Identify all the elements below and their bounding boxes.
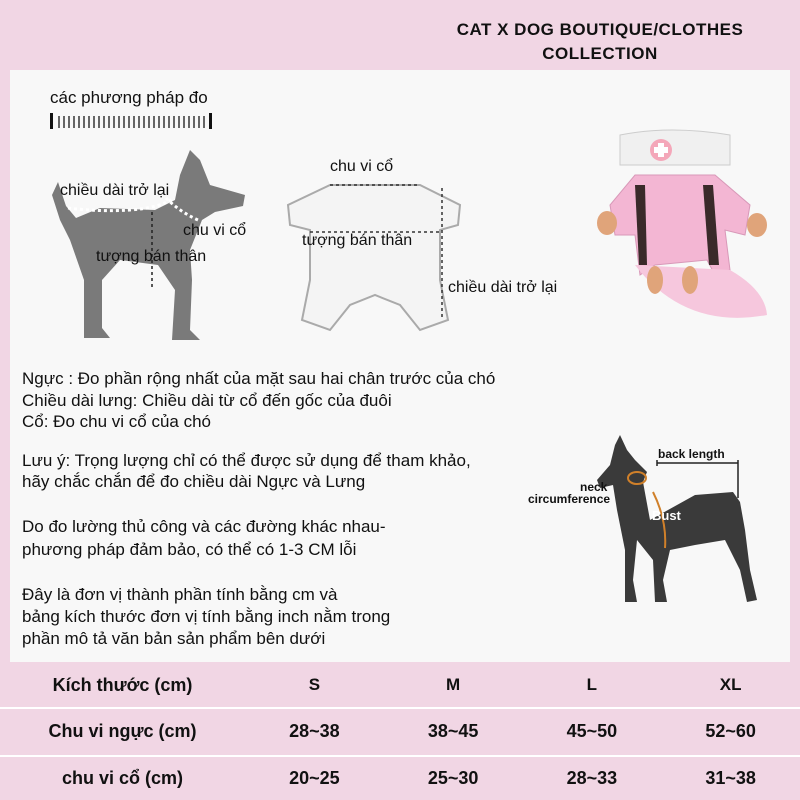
chest-s-value: 28~38 — [289, 720, 340, 741]
table-row — [0, 706, 800, 756]
doberman-back-length-label: back length — [658, 447, 725, 461]
error-line-1: Do đo lường thủ công và các đường khác nhau- — [22, 517, 386, 536]
neck-m-value: 25~30 — [427, 767, 479, 788]
neck-description: Cổ: Đo chu vi cổ của chó — [22, 412, 211, 431]
chest-row-label: Chu vi ngực (cm) — [48, 720, 197, 741]
doberman-neck-label: neck — [580, 480, 608, 494]
chest-description: Ngực : Đo phần rộng nhất của mặt sau hai chân trước của chó — [22, 369, 496, 388]
brand-title — [420, 18, 780, 66]
dog-back-length-label: chiều dài trở lại — [60, 182, 170, 199]
brand-title-line2: COLLECTION — [542, 44, 658, 63]
unit-line-3: phần mô tả văn bản sản phẩm bên dưới — [22, 629, 326, 648]
size-header-s: S — [308, 675, 321, 694]
neck-row-label: chu vi cổ (cm) — [61, 767, 184, 788]
nurse-costume-image — [595, 125, 775, 340]
dog-neck-label: chu vi cổ — [183, 222, 247, 239]
size-header-m: M — [446, 675, 461, 694]
neck-l-value: 28~33 — [566, 767, 618, 788]
size-header-label: Kích thước (cm) — [52, 674, 193, 695]
unit-line-2: bảng kích thước đơn vị tính bằng inch nằm trong — [22, 607, 391, 626]
note-line-1: Lưu ý: Trọng lượng chỉ có thể được sử dụng để tham khảo, — [22, 451, 471, 470]
pet-shirt-outline-icon — [280, 170, 470, 345]
size-table — [0, 664, 800, 800]
shirt-neck-label: chu vi cổ — [330, 158, 394, 175]
chest-xl-value: 52~60 — [705, 720, 756, 741]
neck-s-value: 20~25 — [289, 767, 340, 788]
size-header-l: L — [586, 675, 598, 694]
note-line-2: hãy chắc chắn để đo chiều dài Ngực và Lưng — [22, 472, 366, 491]
ruler-icon — [50, 112, 212, 130]
table-divider — [0, 707, 800, 709]
shirt-back-length-label: chiều dài trở lại — [448, 279, 558, 296]
measure-methods-title: các phương pháp đo — [50, 88, 208, 107]
doberman-circumference-label: circumference — [528, 492, 611, 506]
doberman-bust-label: Bust — [652, 508, 681, 523]
neck-xl-value: 31~38 — [705, 767, 756, 788]
chest-m-value: 38~45 — [427, 720, 479, 741]
error-line-2: phương pháp đảm bảo, có thể có 1-3 CM lỗi — [22, 540, 357, 559]
table-row — [0, 756, 800, 800]
table-divider — [0, 755, 800, 757]
shirt-bust-label: tượng bán thân — [302, 232, 413, 249]
size-header-xl: XL — [719, 675, 742, 694]
back-length-description: Chiều dài lưng: Chiều dài từ cổ đến gốc của đuôi — [22, 391, 392, 410]
dog-bust-label: tượng bán thân — [96, 248, 207, 265]
dog-silhouette-icon — [40, 140, 250, 350]
brand-title-line1: CAT X DOG BOUTIQUE/CLOTHES — [456, 20, 744, 39]
unit-line-1: Đây là đơn vị thành phần tính bằng cm và — [22, 585, 338, 604]
chest-l-value: 45~50 — [566, 720, 618, 741]
size-table-header — [0, 664, 800, 706]
